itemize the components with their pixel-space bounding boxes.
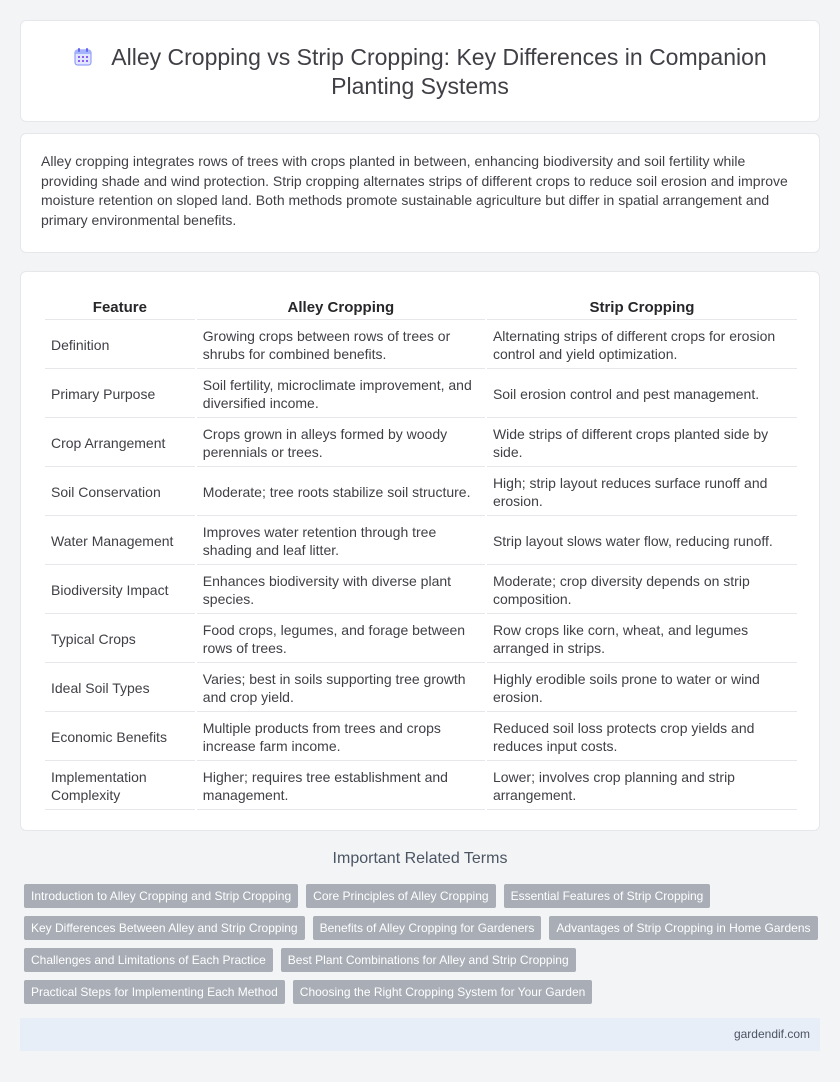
intro-paragraph: Alley cropping integrates rows of trees with crops planted in between, enhancing biodiversity and soil fertility while providing shade and wind protection. Strip cropping alternates strips of different crops to reduce soil erosion and improve moisture retention on sloped land. Both methods promote sustainable agriculture but differ in spatial arrangement and primary environmental benefits.: [41, 153, 788, 228]
table-row: [45, 322, 797, 369]
strip-cell: Reduced soil loss protects crop yields and reduces input costs.: [487, 714, 797, 761]
related-term-tag[interactable]: Choosing the Right Cropping System for Your Garden: [293, 980, 593, 1004]
related-term-tag[interactable]: Challenges and Limitations of Each Practice: [24, 948, 273, 972]
tag-row: [24, 916, 824, 940]
alley-cell: Varies; best in soils supporting tree growth and crop yield.: [197, 665, 485, 712]
related-terms-list: [24, 884, 824, 1012]
calendar-icon: [73, 47, 93, 67]
feature-cell: Implementation Complexity: [45, 763, 195, 810]
table-row: [45, 714, 797, 761]
tag-row: [24, 884, 824, 908]
feature-cell: Water Management: [45, 518, 195, 565]
feature-cell: Economic Benefits: [45, 714, 195, 761]
related-term-tag[interactable]: Introduction to Alley Cropping and Strip Cropping: [24, 884, 298, 908]
feature-cell: Typical Crops: [45, 616, 195, 663]
feature-cell: Biodiversity Impact: [45, 567, 195, 614]
alley-cell: Food crops, legumes, and forage between rows of trees.: [197, 616, 485, 663]
related-term-tag[interactable]: Best Plant Combinations for Alley and Strip Cropping: [281, 948, 576, 972]
strip-cell: Alternating strips of different crops for erosion control and yield optimization.: [487, 322, 797, 369]
alley-cell: Moderate; tree roots stabilize soil structure.: [197, 469, 485, 516]
strip-cell: Wide strips of different crops planted side by side.: [487, 420, 797, 467]
table-row: [45, 567, 797, 614]
header-alley-cropping: Alley Cropping: [197, 296, 485, 320]
header-strip-cropping: Strip Cropping: [487, 296, 797, 320]
intro-card: [20, 133, 820, 253]
footer: [20, 1018, 820, 1051]
header-feature: Feature: [45, 296, 195, 320]
comparison-table-card: [20, 271, 820, 831]
strip-cell: Strip layout slows water flow, reducing runoff.: [487, 518, 797, 565]
strip-cell: Row crops like corn, wheat, and legumes arranged in strips.: [487, 616, 797, 663]
strip-cell: High; strip layout reduces surface runoff and erosion.: [487, 469, 797, 516]
strip-cell: Highly erodible soils prone to water or wind erosion.: [487, 665, 797, 712]
feature-cell: Definition: [45, 322, 195, 369]
footer-site[interactable]: gardendif.com: [733, 1027, 810, 1041]
alley-cell: Growing crops between rows of trees or shrubs for combined benefits.: [197, 322, 485, 369]
table-header-row: [45, 296, 797, 320]
table-row: [45, 616, 797, 663]
feature-cell: Ideal Soil Types: [45, 665, 195, 712]
related-term-tag[interactable]: Key Differences Between Alley and Strip Cropping: [24, 916, 305, 940]
header-card: [20, 20, 820, 122]
alley-cell: Soil fertility, microclimate improvement, and diversified income.: [197, 371, 485, 418]
tag-row: [24, 980, 824, 1004]
feature-cell: Soil Conservation: [45, 469, 195, 516]
related-terms-title: Important Related Terms: [332, 850, 508, 867]
table-row: [45, 665, 797, 712]
related-term-tag[interactable]: Core Principles of Alley Cropping: [306, 884, 495, 908]
related-term-tag[interactable]: Essential Features of Strip Cropping: [504, 884, 711, 908]
table-row: [45, 469, 797, 516]
alley-cell: Multiple products from trees and crops increase farm income.: [197, 714, 485, 761]
page-title: [21, 43, 819, 101]
alley-cell: Crops grown in alleys formed by woody perennials or trees.: [197, 420, 485, 467]
table-row: [45, 763, 797, 810]
related-term-tag[interactable]: Practical Steps for Implementing Each Method: [24, 980, 285, 1004]
feature-cell: Primary Purpose: [45, 371, 195, 418]
tag-row: [24, 948, 824, 972]
table-row: [45, 371, 797, 418]
strip-cell: Moderate; crop diversity depends on strip composition.: [487, 567, 797, 614]
table-row: [45, 420, 797, 467]
alley-cell: Improves water retention through tree shading and leaf litter.: [197, 518, 485, 565]
strip-cell: Soil erosion control and pest management.: [487, 371, 797, 418]
table-row: [45, 518, 797, 565]
page-title-text: Alley Cropping vs Strip Cropping: Key Differences in Companion Planting Systems: [111, 44, 767, 99]
strip-cell: Lower; involves crop planning and strip arrangement.: [487, 763, 797, 810]
related-term-tag[interactable]: Benefits of Alley Cropping for Gardeners: [313, 916, 542, 940]
related-term-tag[interactable]: Advantages of Strip Cropping in Home Gardens: [549, 916, 817, 940]
comparison-table: [43, 294, 799, 812]
feature-cell: Crop Arrangement: [45, 420, 195, 467]
alley-cell: Enhances biodiversity with diverse plant species.: [197, 567, 485, 614]
alley-cell: Higher; requires tree establishment and management.: [197, 763, 485, 810]
